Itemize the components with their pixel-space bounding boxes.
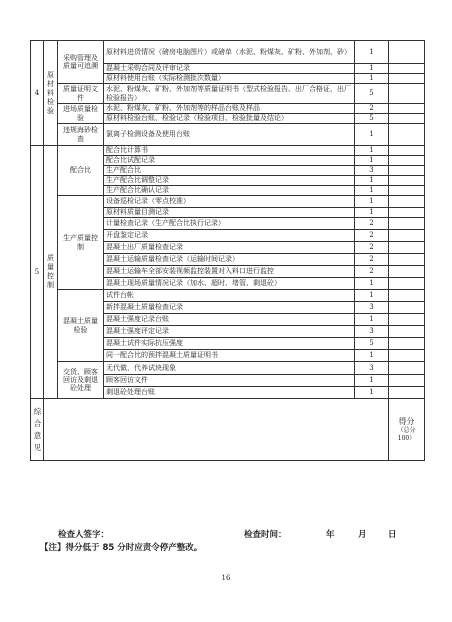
item-text: 混凝土出厂质量检查记录 [106,243,183,252]
item-text: 配合比计算书 [106,146,148,155]
result-cell[interactable] [389,146,425,156]
item-cell [104,338,355,350]
item-cell [104,375,355,387]
score-label: 得分 [398,417,415,426]
score-cell [355,362,389,375]
score-cell [355,254,389,266]
result-cell[interactable] [389,156,425,166]
subcategory-text: 质量证明文件 [63,85,98,102]
item-cell [104,387,355,399]
score-cell [355,278,389,290]
subcategory-text: 采购管理及质量可追溯 [63,53,98,70]
item-text: 混凝土采购合同及评审记录 [106,64,190,73]
score-text: 5 [369,89,374,98]
item-text: 计量检查记录（生产配合比执行记录） [106,219,225,228]
table-row [31,290,425,302]
result-cell[interactable] [389,362,425,375]
result-cell[interactable] [389,114,425,124]
inspector-signature-label: 检查人签字： [58,530,110,540]
summary-label-cell [31,399,44,461]
subcategory-text: 生产质量控制 [63,234,98,251]
section-category [44,41,58,146]
score-cell [355,387,389,399]
year-label: 年 [326,530,335,540]
item-cell [104,350,355,362]
result-cell[interactable] [389,375,425,387]
score-text: 1 [369,376,374,385]
item-text: 原材料质量目测记录 [106,208,169,217]
score-text: 3 [369,327,374,336]
item-cell [104,362,355,375]
result-cell[interactable] [389,218,425,230]
table-row [31,196,425,208]
score-cell [355,350,389,362]
total-score [391,416,422,443]
score-text: 1 [369,74,374,83]
item-text: 剩退砼处理台账 [106,388,155,397]
item-cell [104,266,355,278]
section-category-text: 质量控制 [47,254,54,289]
result-cell[interactable] [389,266,425,278]
result-cell[interactable] [389,124,425,146]
month-label: 月 [358,530,367,540]
item-text: 水泥、粉煤灰、矿粉、外加剂等质量证明书（型式检验报告、出厂合格证、出厂检验报告） [106,85,351,102]
item-cell [104,114,355,124]
subcategory-text: 配合比 [70,166,91,175]
subcategory-cell [58,41,104,84]
inspection-time-label: 检查时间： [244,530,287,540]
score-text: 1 [369,351,374,360]
item-text: 开盘鉴定记录 [106,231,148,240]
item-cell [104,290,355,302]
result-cell[interactable] [389,278,425,290]
score-cell [355,146,389,156]
score-text: 1 [369,291,374,300]
score-cell [355,326,389,338]
item-text: 同一配合比的预拌混凝土质量证明书 [106,351,218,360]
item-cell [104,196,355,208]
score-cell [355,242,389,254]
subcategory-cell [58,362,104,399]
score-cell [355,114,389,124]
summary-row [31,399,425,461]
item-text: 混凝土试件实际抗压强度 [106,339,183,348]
score-text: 1 [369,176,374,185]
score-cell [355,64,389,74]
score-cell [355,104,389,114]
result-cell[interactable] [389,196,425,208]
subcategory-cell [58,290,104,362]
summary-opinion-cell[interactable] [44,399,389,461]
score-cell [355,196,389,208]
result-cell[interactable] [389,242,425,254]
score-text: 1 [369,146,374,155]
item-text: 混凝土运输车全部安装视频监控装置对入料口进行监控 [106,267,274,276]
score-text: 3 [369,363,374,372]
page-number: 16 [221,574,231,582]
score-note: （总分100） [397,427,416,442]
score-text: 2 [369,231,374,240]
score-cell [355,290,389,302]
score-text: 1 [369,388,374,397]
item-cell [104,278,355,290]
item-cell [104,302,355,314]
score-text: 1 [369,186,374,195]
score-cell [355,156,389,166]
score-text: 3 [369,303,374,312]
item-text: 生产配合比确认记录 [106,186,169,195]
item-text: 氯离子检测设备及使用台账 [106,130,190,139]
result-cell[interactable] [389,302,425,314]
item-cell [104,208,355,218]
score-cell [355,124,389,146]
item-cell [104,186,355,196]
score-cell [355,230,389,242]
score-cell [355,41,389,64]
score-text: 1 [369,208,374,217]
result-cell[interactable] [389,41,425,64]
score-text: 2 [369,104,374,113]
item-text: 试件台帐 [106,291,134,300]
item-cell [104,230,355,242]
item-cell [104,242,355,254]
item-cell [104,74,355,84]
item-text: 混凝土运输质量检查记录（运输时间记录） [106,255,239,264]
item-text: 生产配合比 [106,166,141,175]
item-text: 混凝土强度记录台账 [106,315,169,324]
score-text: 3 [369,166,374,175]
score-cell [355,74,389,84]
item-cell [104,104,355,114]
item-text: 水泥、粉煤灰、矿粉、外加剂等的样品台账及样品 [106,104,260,113]
score-cell [355,302,389,314]
item-cell [104,156,355,166]
table-row [31,146,425,156]
score-text: 2 [369,255,374,264]
item-cell [104,64,355,74]
item-cell [104,326,355,338]
result-cell[interactable] [389,326,425,338]
score-cell [355,208,389,218]
result-cell[interactable] [389,186,425,196]
item-cell [104,218,355,230]
table-row [31,124,425,146]
item-text: 混凝土现场质量情况记录（加水、超时、堵管、剩退砼） [106,279,281,288]
result-cell[interactable] [389,350,425,362]
score-cell [355,186,389,196]
item-cell [104,254,355,266]
item-cell [104,41,355,64]
score-cell [355,218,389,230]
score-text: 5 [369,114,374,123]
section-number [31,146,44,399]
item-text: 原材料检验台账、检验记录（检验项目、检验批量及结论） [106,114,288,123]
score-text: 1 [369,279,374,288]
item-text: 原材料使用台账（实际检测批次数量） [106,74,225,83]
subcategory-text: 违规海砂检查 [63,126,98,143]
result-cell[interactable] [389,208,425,218]
result-cell[interactable] [389,338,425,350]
table-row [31,104,425,114]
score-cell [355,375,389,387]
item-text: 顾客回访文件 [106,376,148,385]
inspection-table [30,40,425,461]
item-cell [104,84,355,104]
item-text: 无代做、代养试块现象 [106,363,176,372]
item-cell [104,176,355,186]
item-text: 原材料进货情况（磅房电脑图片）或磅单（水泥、粉煤灰、矿粉、外加剂、砂） [106,47,351,56]
result-cell[interactable] [389,74,425,84]
result-cell[interactable] [389,230,425,242]
total-score-cell [389,399,425,461]
score-cell [355,266,389,278]
result-cell[interactable] [389,84,425,104]
result-cell[interactable] [389,104,425,114]
item-text: 新拌混凝土质量检查记录 [106,303,183,312]
item-text: 配合比试配记录 [106,156,155,165]
day-label: 日 [388,530,397,540]
result-cell[interactable] [389,176,425,186]
item-cell [104,146,355,156]
score-cell [355,84,389,104]
score-text: 1 [369,156,374,165]
section-number-text: 5 [34,267,40,276]
result-cell[interactable] [389,166,425,176]
result-cell[interactable] [389,387,425,399]
table-row [31,84,425,104]
subcategory-cell [58,146,104,196]
score-text: 5 [369,339,374,348]
section-category-text: 原材料检验 [47,70,54,115]
section-category [44,146,58,399]
subcategory-text: 交货、顾客回访及剩退砼处理 [63,367,98,393]
subcategory-cell [58,124,104,146]
score-text: 1 [369,315,374,324]
score-text: 2 [369,267,374,276]
score-text: 1 [369,47,374,56]
result-cell[interactable] [389,254,425,266]
subcategory-text: 混凝土质量检验 [63,317,98,334]
item-text: 生产配合比调整记录 [106,176,169,185]
score-text: 1 [369,64,374,73]
table-row [31,362,425,375]
item-text: 混凝土强度评定记录 [106,327,169,336]
item-cell [104,124,355,146]
item-cell [104,166,355,176]
summary-label: 综合意见 [33,406,42,452]
score-cell [355,166,389,176]
subcategory-text: 进场质量检验 [63,105,98,122]
score-cell [355,314,389,326]
score-text: 1 [369,197,374,206]
section-number-text: 4 [34,88,40,97]
score-text: 2 [369,219,374,228]
subcategory-cell [58,84,104,104]
result-cell[interactable] [389,64,425,74]
footer-note: 【注】得分低于 85 分时应责令停产整改。 [40,543,203,553]
score-cell [355,338,389,350]
result-cell[interactable] [389,290,425,302]
subcategory-cell [58,196,104,290]
score-cell [355,176,389,186]
subcategory-cell [58,104,104,124]
score-text: 1 [369,130,374,139]
item-text: 设备巡检记录（零点校准） [106,197,190,206]
section-number [31,41,44,146]
score-text: 2 [369,243,374,252]
item-cell [104,314,355,326]
result-cell[interactable] [389,314,425,326]
table-row [31,41,425,64]
